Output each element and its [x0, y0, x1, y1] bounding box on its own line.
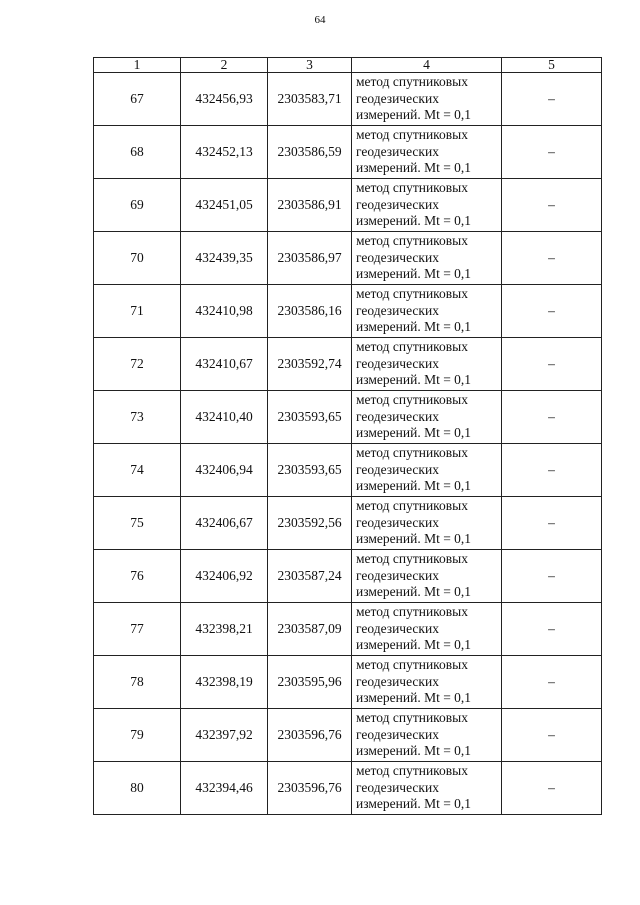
- table-row: [94, 179, 602, 232]
- method-line: геодезических: [356, 249, 439, 265]
- method-line: метод спутниковых: [356, 339, 468, 355]
- y-coordinate-cell: 2303592,56: [268, 497, 352, 550]
- table-row: [94, 656, 602, 709]
- method-line: метод спутниковых: [356, 445, 468, 461]
- y-coordinate-cell: 2303587,09: [268, 603, 352, 656]
- x-coordinate-cell: 432410,98: [181, 285, 268, 338]
- x-coordinate-cell: 432406,67: [181, 497, 268, 550]
- method-line: измерений. Mt = 0,1: [356, 319, 472, 335]
- method-line: геодезических: [356, 567, 439, 583]
- method-cell: [352, 73, 502, 126]
- method-line: метод спутниковых: [356, 551, 468, 567]
- note-cell: –: [502, 709, 602, 762]
- y-coordinate-cell: 2303586,59: [268, 126, 352, 179]
- method-line: геодезических: [356, 143, 439, 159]
- method-line: геодезических: [356, 514, 439, 530]
- x-coordinate-cell: 432398,21: [181, 603, 268, 656]
- x-coordinate-cell: 432451,05: [181, 179, 268, 232]
- point-number-cell: 74: [94, 444, 181, 497]
- table-row: [94, 73, 602, 126]
- method-cell: [352, 338, 502, 391]
- point-number-cell: 73: [94, 391, 181, 444]
- method-line: геодезических: [356, 302, 439, 318]
- y-coordinate-cell: 2303586,97: [268, 232, 352, 285]
- column-header: 5: [502, 58, 602, 73]
- method-line: измерений. Mt = 0,1: [356, 160, 472, 176]
- table-row: [94, 762, 602, 815]
- method-line: метод спутниковых: [356, 180, 468, 196]
- method-line: геодезических: [356, 461, 439, 477]
- method-line: метод спутниковых: [356, 763, 468, 779]
- method-line: метод спутниковых: [356, 710, 468, 726]
- method-line: геодезических: [356, 408, 439, 424]
- method-cell: [352, 550, 502, 603]
- column-header: 4: [352, 58, 502, 73]
- note-cell: –: [502, 550, 602, 603]
- coordinates-table: [93, 57, 602, 815]
- note-cell: –: [502, 497, 602, 550]
- y-coordinate-cell: 2303596,76: [268, 762, 352, 815]
- method-line: измерений. Mt = 0,1: [356, 266, 472, 282]
- y-coordinate-cell: 2303586,16: [268, 285, 352, 338]
- x-coordinate-cell: 432406,92: [181, 550, 268, 603]
- method-cell: [352, 656, 502, 709]
- point-number-cell: 76: [94, 550, 181, 603]
- x-coordinate-cell: 432410,67: [181, 338, 268, 391]
- point-number-cell: 70: [94, 232, 181, 285]
- method-cell: [352, 126, 502, 179]
- x-coordinate-cell: 432397,92: [181, 709, 268, 762]
- method-line: метод спутниковых: [356, 498, 468, 514]
- method-line: измерений. Mt = 0,1: [356, 796, 472, 812]
- column-header: 3: [268, 58, 352, 73]
- method-line: измерений. Mt = 0,1: [356, 213, 472, 229]
- note-cell: –: [502, 73, 602, 126]
- note-cell: –: [502, 603, 602, 656]
- table-row: [94, 550, 602, 603]
- method-cell: [352, 179, 502, 232]
- table-row: [94, 391, 602, 444]
- table-row: [94, 603, 602, 656]
- point-number-cell: 69: [94, 179, 181, 232]
- x-coordinate-cell: 432394,46: [181, 762, 268, 815]
- column-header: 1: [94, 58, 181, 73]
- x-coordinate-cell: 432398,19: [181, 656, 268, 709]
- y-coordinate-cell: 2303592,74: [268, 338, 352, 391]
- y-coordinate-cell: 2303593,65: [268, 444, 352, 497]
- table-header-row: [94, 58, 602, 73]
- point-number-cell: 71: [94, 285, 181, 338]
- method-line: геодезических: [356, 620, 439, 636]
- y-coordinate-cell: 2303596,76: [268, 709, 352, 762]
- y-coordinate-cell: 2303586,91: [268, 179, 352, 232]
- column-header: 2: [181, 58, 268, 73]
- table-row: [94, 232, 602, 285]
- method-line: геодезических: [356, 779, 439, 795]
- x-coordinate-cell: 432439,35: [181, 232, 268, 285]
- page-number: 64: [314, 14, 326, 26]
- table-body: [94, 73, 602, 815]
- method-line: метод спутниковых: [356, 604, 468, 620]
- note-cell: –: [502, 762, 602, 815]
- method-line: геодезических: [356, 196, 439, 212]
- method-cell: [352, 232, 502, 285]
- point-number-cell: 78: [94, 656, 181, 709]
- x-coordinate-cell: 432456,93: [181, 73, 268, 126]
- note-cell: –: [502, 126, 602, 179]
- note-cell: –: [502, 232, 602, 285]
- method-line: геодезических: [356, 673, 439, 689]
- method-line: геодезических: [356, 726, 439, 742]
- x-coordinate-cell: 432406,94: [181, 444, 268, 497]
- method-line: метод спутниковых: [356, 233, 468, 249]
- method-line: измерений. Mt = 0,1: [356, 478, 472, 494]
- method-line: метод спутниковых: [356, 392, 468, 408]
- method-line: метод спутниковых: [356, 286, 468, 302]
- y-coordinate-cell: 2303583,71: [268, 73, 352, 126]
- method-cell: [352, 497, 502, 550]
- method-line: измерений. Mt = 0,1: [356, 584, 472, 600]
- table-row: [94, 285, 602, 338]
- method-line: измерений. Mt = 0,1: [356, 425, 472, 441]
- method-line: геодезических: [356, 355, 439, 371]
- method-line: метод спутниковых: [356, 127, 468, 143]
- method-cell: [352, 391, 502, 444]
- method-line: метод спутниковых: [356, 657, 468, 673]
- point-number-cell: 67: [94, 73, 181, 126]
- note-cell: –: [502, 391, 602, 444]
- method-line: измерений. Mt = 0,1: [356, 743, 472, 759]
- y-coordinate-cell: 2303595,96: [268, 656, 352, 709]
- method-cell: [352, 762, 502, 815]
- point-number-cell: 68: [94, 126, 181, 179]
- table-row: [94, 338, 602, 391]
- note-cell: –: [502, 338, 602, 391]
- method-line: геодезических: [356, 90, 439, 106]
- x-coordinate-cell: 432410,40: [181, 391, 268, 444]
- method-line: измерений. Mt = 0,1: [356, 637, 472, 653]
- y-coordinate-cell: 2303587,24: [268, 550, 352, 603]
- point-number-cell: 75: [94, 497, 181, 550]
- point-number-cell: 72: [94, 338, 181, 391]
- table-row: [94, 126, 602, 179]
- table-row: [94, 497, 602, 550]
- point-number-cell: 77: [94, 603, 181, 656]
- method-line: измерений. Mt = 0,1: [356, 372, 472, 388]
- method-line: измерений. Mt = 0,1: [356, 531, 472, 547]
- method-line: измерений. Mt = 0,1: [356, 107, 472, 123]
- method-cell: [352, 444, 502, 497]
- point-number-cell: 80: [94, 762, 181, 815]
- table-row: [94, 444, 602, 497]
- method-line: измерений. Mt = 0,1: [356, 690, 472, 706]
- method-cell: [352, 285, 502, 338]
- table-row: [94, 709, 602, 762]
- method-cell: [352, 603, 502, 656]
- note-cell: –: [502, 656, 602, 709]
- y-coordinate-cell: 2303593,65: [268, 391, 352, 444]
- note-cell: –: [502, 444, 602, 497]
- method-cell: [352, 709, 502, 762]
- x-coordinate-cell: 432452,13: [181, 126, 268, 179]
- note-cell: –: [502, 179, 602, 232]
- note-cell: –: [502, 285, 602, 338]
- method-line: метод спутниковых: [356, 74, 468, 90]
- point-number-cell: 79: [94, 709, 181, 762]
